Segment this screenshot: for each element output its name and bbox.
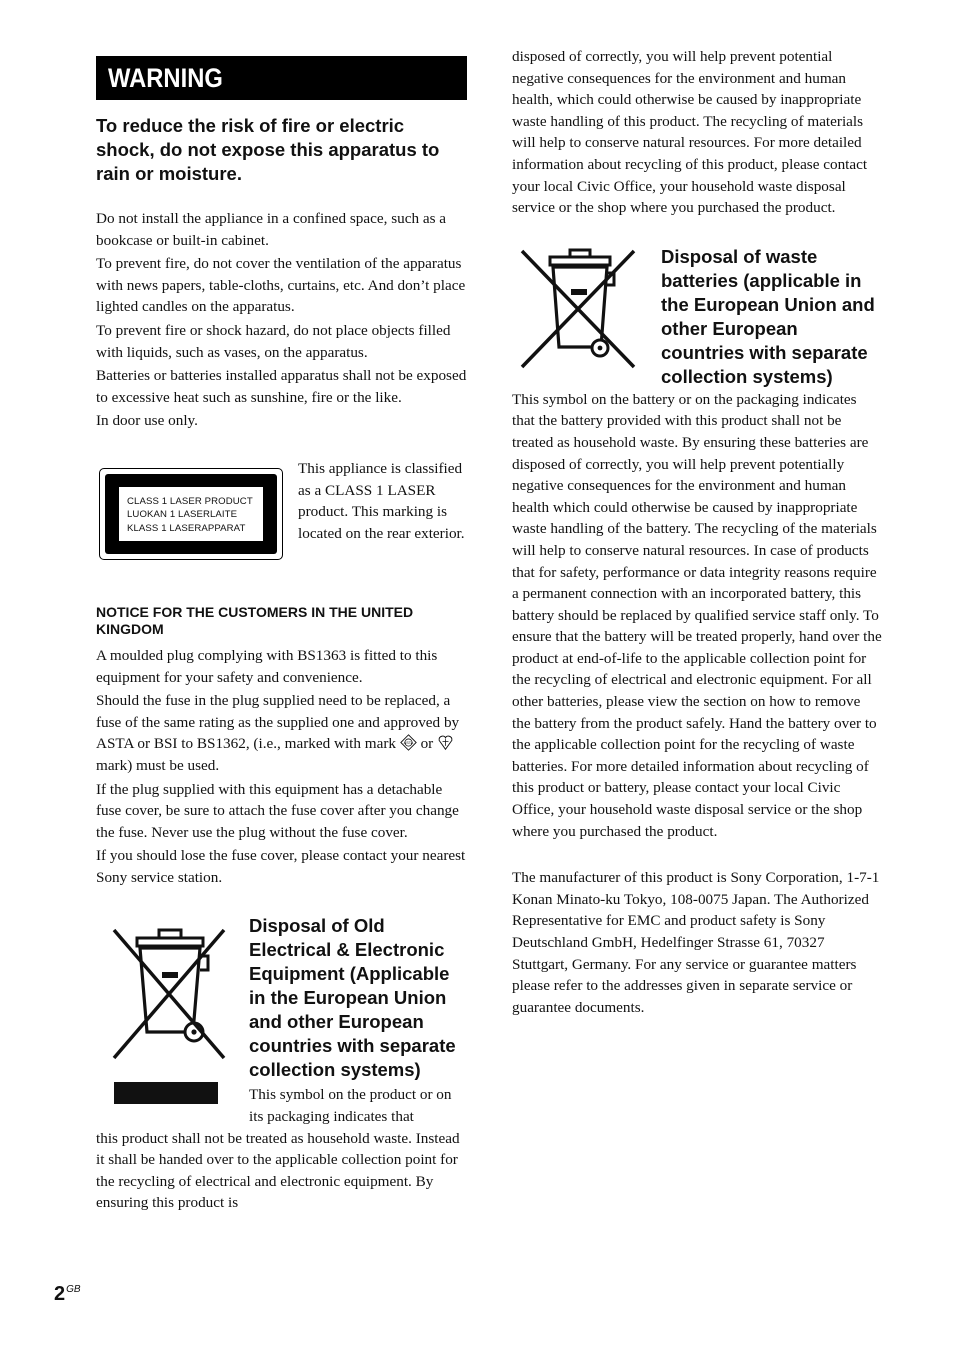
equipment-disposal-continued: disposed of correctly, you will help prevent potential negative consequences for the environment and human health, which could otherwise be caused by inappropriate waste handling of this product. The recycling of materials will help to conserve natural resources. For more detailed information about recycling of this product, please contact your local Civic Office, your household waste disposal service or the shop where you purchased the product.	[512, 48, 868, 217]
svg-text:ASTA: ASTA	[403, 741, 414, 746]
right-column	[512, 46, 882, 1018]
warning-paragraph: To prevent fire or shock hazard, do not place objects filled with liquids, such as vases, on the apparatus.	[96, 321, 451, 361]
manufacturer-info: The manufacturer of this product is Sony Corporation, 1-7-1 Konan Minato-ku Tokyo, 108-0075 Japan. The Authorized Representative for EMC and product safety is Sony Deutschland GmbH, Hedelfinger Strasse 61, 70327 Stuttgart, Germany. For any service or guarantee matters please refer to the addresses given in separate service or guarantee documents.	[512, 869, 880, 1016]
uk-notice-body	[96, 645, 467, 889]
equipment-disposal-intro: This symbol on the product or on its packaging indicates that	[249, 1086, 452, 1126]
uk-notice-text: Should the fuse in the plug supplied need to be replaced, a fuse of the same rating as the supplied one and approved by ASTA or BSI to BS1362, (i.e., marked with mark	[96, 692, 460, 753]
asta-mark-icon	[400, 734, 417, 751]
warning-paragraph: Batteries or batteries installed apparatus shall not be exposed to excessive heat such as sunshine, fire or the like.	[96, 367, 467, 406]
warning-paragraph: Do not install the appliance in a confined space, such as a bookcase or built-in cabinet.	[96, 210, 447, 249]
laser-label-line: KLASS 1 LASERAPPARAT	[127, 522, 246, 534]
page-number	[54, 1283, 81, 1306]
uk-notice-title: NOTICE FOR THE CUSTOMERS IN THE UNITED KINGDOM	[96, 603, 414, 638]
warning-paragraph: To prevent fire, do not cover the ventilation of the apparatus with news papers, table-cloths, curtains, etc. And don’t place lighted candles on the apparatus.	[96, 255, 466, 316]
uk-notice-paragraph	[96, 690, 467, 776]
battery-disposal-section	[512, 245, 882, 389]
laser-description: This appliance is classified as a CLASS 1 LASER product. This marking is located on the rear exterior.	[298, 459, 465, 542]
left-column	[96, 56, 467, 1214]
warning-banner	[96, 56, 467, 100]
equipment-disposal-section	[96, 914, 467, 1214]
bsi-kitemark-icon	[437, 734, 454, 751]
uk-notice-text: or	[416, 735, 438, 753]
warning-paragraphs	[96, 208, 467, 432]
battery-disposal-body: This symbol on the battery or on the packaging indicates that the battery provided with this product shall not be treated as household waste. By ensuring these batteries are disposed of correctly, you will help prevent potentially negative consequences for the environment and human health which could otherwise be caused by inappropriate waste handling of the battery. The recycling of the materials will help to conserve natural resources. In case of products that for safety, performance or data integrity reasons require a permanent connection with an incorporated battery, this battery should be replaced by qualified service staff only. To ensure that the battery will be treated properly, hand over the product at end-of-life to the applicable collection point for the recycling of electrical and electronic equipment. For all other batteries, please view the section on how to remove the battery from the product safely. Hand the battery over to the applicable collection point for the recycling of waste batteries. For more detailed information about recycling of this product or battery, please contact your local Civic Office, your household waste disposal service or the shop where you purchased the product.	[512, 390, 882, 840]
laser-section	[96, 458, 467, 588]
laser-label-line: CLASS 1 LASER PRODUCT	[127, 495, 253, 507]
battery-disposal-heading: Disposal of waste batteries (applicable in the European Union and other European countries with separate collection systems)	[661, 245, 875, 387]
laser-label-line: LUOKAN 1 LASERLAITE	[127, 509, 238, 521]
warning-paragraph: In door use only.	[96, 412, 198, 430]
uk-notice-paragraph: A moulded plug complying with BS1363 is fitted to this equipment for your safety and convenience.	[96, 646, 438, 686]
crossed-out-battery-bin-icon	[514, 247, 644, 377]
uk-notice-paragraph: If the plug supplied with this equipment has a detachable fuse cover, be sure to attach the fuse cover after you change the fuse. Never use the plug without the fuse cover.	[96, 780, 459, 841]
laser-class-label	[99, 468, 283, 560]
uk-notice-paragraph: If you should lose the fuse cover, please contact your nearest Sony service station.	[96, 847, 466, 886]
equipment-disposal-heading: Disposal of Old Electrical & Electronic Equipment (Applicable in the European Union and other European countries with separate collection systems)	[249, 915, 456, 1081]
uk-notice-text: mark) must be used.	[96, 756, 220, 774]
warning-headline: To reduce the risk of fire or electric shock, do not expose this apparatus to rain or moisture.	[96, 115, 440, 184]
page-number-suffix: GB	[66, 1284, 81, 1295]
crossed-out-wheelie-bin-icon	[104, 918, 234, 1104]
warning-title: WARNING	[108, 62, 223, 93]
equipment-disposal-body: this product shall not be treated as household waste. Instead it shall be handed over to the applicable collection point for the recycling of electrical and electronic equipment. By ensuring this product is	[96, 1129, 460, 1212]
page-number-value: 2	[54, 1283, 66, 1305]
